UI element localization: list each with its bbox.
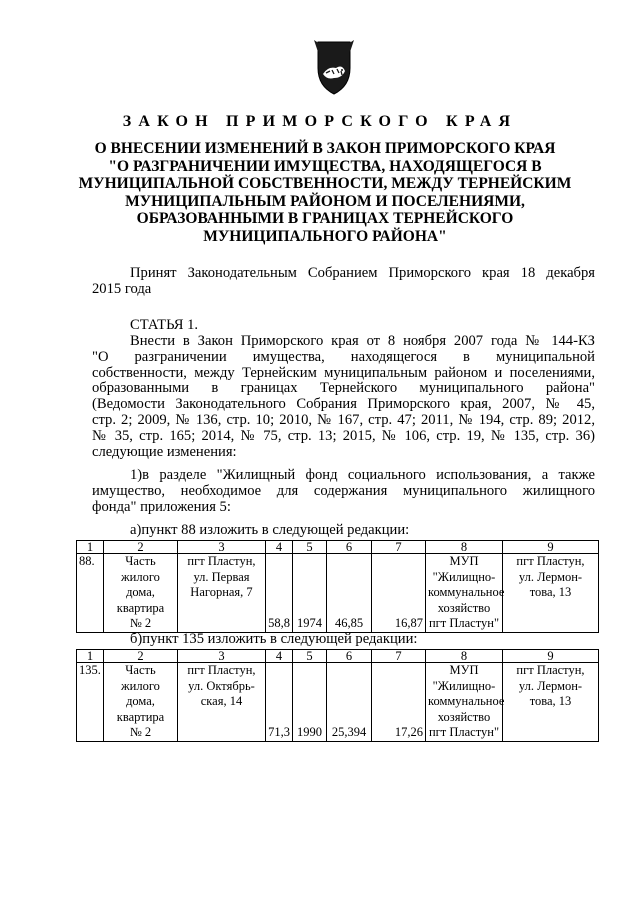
- cell-name: Часть жилого дома, квартира № 2: [104, 554, 178, 633]
- article-heading: СТАТЬЯ 1.: [130, 317, 199, 333]
- cell-name: Часть жилого дома, квартира № 2: [104, 663, 178, 742]
- cell-address: пгт Пластун, ул. Октябрь- ская, 14: [178, 663, 266, 742]
- item-b-intro: б)пункт 135 изложить в следующей редакции:: [130, 631, 418, 647]
- coat-of-arms-emblem: [310, 38, 358, 96]
- section-1-text: 1)в разделе "Жилищный фонд социального использования, а также имущество, необходимое для содержания муниципального жилищного фонда" приложения 5:: [92, 467, 595, 515]
- article-body: Внести в Закон Приморского края от 8 ноября 2007 года № 144-КЗ "О разграничении имущества, находящегося в муниципальной собственности, между Тернейским муниципальным районом и поселениями, образованными в границах Тернейского муниципального района" (Ведомости Законодательного Собрания Приморского края, 2007, № 45, стр. 2; 2009, № 136, стр. 10; 2010, № 167, стр. 47; 2011, № 194, стр. 89; 2012, № 35, стр. 165; 2014, № 75, стр. 13; 2015, № 106, стр. 19, № 135, стр. 36) следующие изменения:: [92, 333, 595, 460]
- law-title: ЗАКОН ПРИМОРСКОГО КРАЯ: [122, 113, 518, 130]
- table-header-row: 1 2 3 4 5 6 7 8 9: [77, 541, 599, 554]
- cell-location: пгт Пластун, ул. Лермон- това, 13: [503, 663, 599, 742]
- table-row: 88. Часть жилого дома, квартира № 2 пгт Пластун, ул. Первая Нагорная, 7 58,8 1974 46,85 16,87 МУП "Жилищно- коммунальное хозяйство пгт Пластун" пгт Пластун, ул. Лермон- това, 13: [77, 554, 599, 633]
- cell-address: пгт Пластун, ул. Первая Нагорная, 7: [178, 554, 266, 633]
- law-subtitle: О ВНЕСЕНИИ ИЗМЕНЕНИЙ В ЗАКОН ПРИМОРСКОГО КРАЯ "О РАЗГРАНИЧЕНИИ ИМУЩЕСТВА, НАХОДЯЩЕГОСЯ В МУНИЦИПАЛЬНОЙ СОБСТВЕННОСТИ, МЕЖДУ ТЕРНЕЙСКИМ МУНИЦИПАЛЬНЫМ РАЙОНОМ И ПОСЕЛЕНИЯМИ, ОБРАЗОВАННЫМИ В ГРАНИЦАХ ТЕРНЕЙСКОГО МУНИЦИПАЛЬНОГО РАЙОНА": [78, 140, 572, 245]
- item-a-intro: а)пункт 88 изложить в следующей редакции:: [130, 522, 410, 538]
- adoption-note: Принят Законодательным Собранием Приморского края 18 декабря 2015 года: [92, 265, 595, 297]
- table-header-row: 1 2 3 4 5 6 7 8 9: [77, 650, 599, 663]
- table-row: 135. Часть жилого дома, квартира № 2 пгт Пластун, ул. Октябрь- ская, 14 71,3 1990 25,394 17,26 МУП "Жилищно- коммунальное хозяйство пгт Пластун" пгт Пластун, ул. Лермон- това, 13: [77, 663, 599, 742]
- table-item-135: [76, 649, 599, 742]
- table-item-88: [76, 540, 599, 633]
- cell-owner: МУП "Жилищно- коммунальное хозяйство пгт Пластун": [426, 663, 503, 742]
- cell-owner: МУП "Жилищно- коммунальное хозяйство пгт Пластун": [426, 554, 503, 633]
- cell-location: пгт Пластун, ул. Лермон- това, 13: [503, 554, 599, 633]
